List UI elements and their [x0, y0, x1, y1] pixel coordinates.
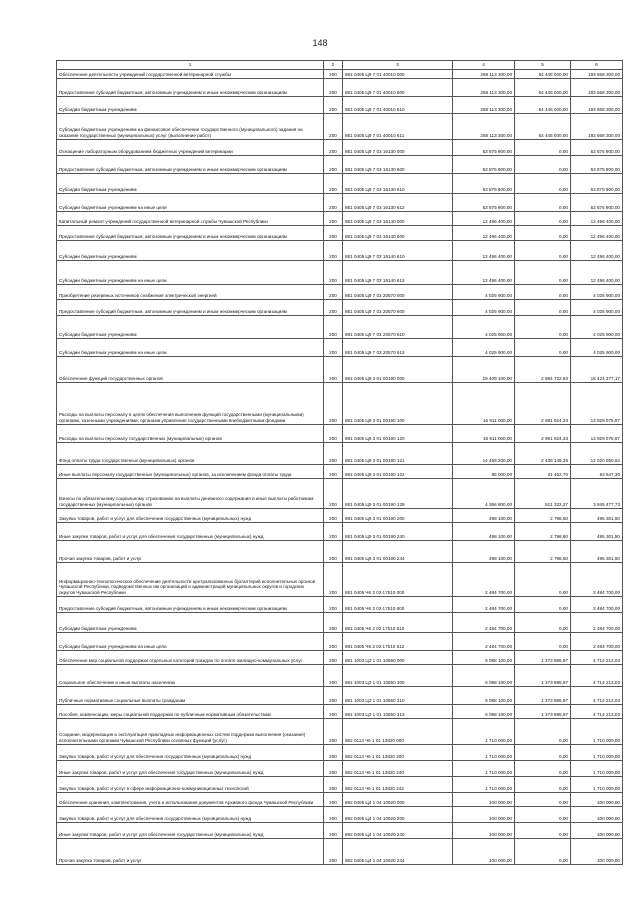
row-unexecuted-amount: 4 025 900,00 [571, 339, 623, 357]
row-unexecuted-amount: 495 301,50 [571, 541, 623, 563]
row-executed-amount: 0,00 [515, 316, 571, 339]
table-row [57, 383, 623, 425]
row-unexecuted-amount: 100 000,00 [571, 793, 623, 807]
row-description: Обеспечение хранения, комплектования, учета и использования документов Архивного фонда Чувашской Республики [57, 793, 324, 807]
row-description: Оснащение лабораторным оборудованием бюджетных учреждений ветеринарии [57, 140, 324, 156]
row-unexecuted-amount: 2 484 700,00 [571, 633, 623, 651]
row-unexecuted-amount: 193 668 300,00 [571, 97, 623, 114]
row-classification: 881 0405 Ц9 7 03 20570 610 [343, 316, 453, 339]
row-description: Приобретение резервных источников снабжения электрической энергией [57, 285, 324, 300]
row-approved-amount: 6 088 100,00 [453, 687, 515, 705]
row-classification: 881 0405 Ц9 7 03 16130 610 [343, 174, 453, 194]
row-classification: 881 0405 Ц9 7 03 20570 600 [343, 300, 453, 316]
row-approved-amount: 100 000,00 [453, 839, 515, 865]
row-executed-amount: 0,00 [515, 633, 571, 651]
row-executed-amount: 0,00 [515, 194, 571, 212]
row-description: Иные выплаты персоналу государственных (муниципальных) органов, за исключением фонда оплаты труда [57, 465, 324, 479]
budget-execution-table [56, 60, 623, 865]
row-code: 200 [324, 597, 343, 613]
row-classification: 881 0405 Ч6 2 02 17510 610 [343, 613, 453, 633]
table-row [57, 613, 623, 633]
row-classification: 882 0405 Ц4 1 04 10920 200 [343, 807, 453, 823]
row-classification: 881 0405 Ц9 7 03 16140 612 [343, 261, 453, 285]
column-header-6: 6 [571, 61, 623, 70]
row-approved-amount: 53 875 900,00 [453, 174, 515, 194]
row-executed-amount: 0,00 [515, 719, 571, 745]
row-code: 200 [324, 665, 343, 687]
table-row [57, 509, 623, 523]
row-description: Информационно-технологическое обеспечение деятельности централизованных бухгалтерий исполнительных органов Чувашской Республики, подведомственных им организаций и администраций муниципальных округов и городских округов Чувашской Республики [57, 563, 324, 597]
row-description: Субсидии бюджетным учреждениям [57, 316, 324, 339]
row-classification: 882 0113 Ч6 1 01 13820 240 [343, 761, 453, 777]
row-approved-amount: 498 100,00 [453, 523, 515, 541]
row-executed-amount: 0,00 [515, 793, 571, 807]
row-approved-amount: 12 496 400,00 [453, 241, 515, 261]
row-classification: 881 0405 Ч6 2 02 17510 000 [343, 563, 453, 597]
table-row [57, 114, 623, 140]
table-row [57, 357, 623, 383]
table-row [57, 665, 623, 687]
row-executed-amount: 2 984 722,83 [515, 357, 571, 383]
row-approved-amount: 100 000,00 [453, 793, 515, 807]
column-header-2: 2 [324, 61, 343, 70]
row-unexecuted-amount: 12 020 050,64 [571, 443, 623, 465]
row-code: 200 [324, 613, 343, 633]
table-row [57, 719, 623, 745]
table-row [57, 563, 623, 597]
row-classification: 881 0405 Ц9 3 01 00190 122 [343, 465, 453, 479]
row-approved-amount: 4 025 900,00 [453, 316, 515, 339]
table-row [57, 479, 623, 509]
row-executed-amount: 0,00 [515, 823, 571, 839]
row-classification: 881 0405 Ц9 7 03 16140 000 [343, 212, 453, 226]
row-executed-amount: 0,00 [515, 777, 571, 793]
column-header-5: 5 [515, 61, 571, 70]
table-row [57, 425, 623, 443]
row-code: 200 [324, 651, 343, 665]
table-row [57, 777, 623, 793]
row-executed-amount: 0,00 [515, 241, 571, 261]
row-code: 200 [324, 793, 343, 807]
row-approved-amount: 2 484 700,00 [453, 613, 515, 633]
row-approved-amount: 2 484 700,00 [453, 563, 515, 597]
row-executed-amount: 0,00 [515, 745, 571, 761]
table-row [57, 761, 623, 777]
row-classification: 881 0405 Ц9 7 01 40010 600 [343, 79, 453, 97]
table-row [57, 705, 623, 719]
row-executed-amount: 0,00 [515, 597, 571, 613]
row-approved-amount: 6 088 100,00 [453, 705, 515, 719]
row-description: Пособия, компенсации, меры социальной поддержки по публичным нормативным обязательствам [57, 705, 324, 719]
row-description: Публичные нормативные социальные выплаты гражданам [57, 687, 324, 705]
table-body [57, 70, 623, 865]
row-approved-amount: 2 484 700,00 [453, 633, 515, 651]
row-description: Закупка товаров, работ и услуг в сфере информационно-коммуникационных технологий [57, 777, 324, 793]
table-row [57, 212, 623, 226]
row-description: Закупка товаров, работ и услуг для обеспечения государственных (муниципальных) нужд [57, 745, 324, 761]
row-approved-amount: 4 366 800,00 [453, 479, 515, 509]
row-unexecuted-amount: 53 875 900,00 [571, 174, 623, 194]
table-row [57, 70, 623, 79]
row-code: 200 [324, 194, 343, 212]
row-description: Предоставление субсидий бюджетным, автономным учреждениям и иным некоммерческим организациям [57, 156, 324, 174]
row-unexecuted-amount: 12 496 400,00 [571, 241, 623, 261]
row-unexecuted-amount: 13 929 075,67 [571, 425, 623, 443]
row-executed-amount: 0,00 [515, 807, 571, 823]
row-approved-amount: 4 025 900,00 [453, 285, 515, 300]
table-row [57, 339, 623, 357]
row-approved-amount: 498 100,00 [453, 509, 515, 523]
row-approved-amount: 498 100,00 [453, 541, 515, 563]
row-code: 200 [324, 633, 343, 651]
row-approved-amount: 53 875 900,00 [453, 194, 515, 212]
table-row [57, 807, 623, 823]
row-unexecuted-amount: 4 714 213,03 [571, 705, 623, 719]
row-classification: 881 0405 Ц9 3 01 00190 244 [343, 541, 453, 563]
row-classification: 881 0405 Ц9 7 03 20570 000 [343, 285, 453, 300]
table-row [57, 541, 623, 563]
row-code: 200 [324, 241, 343, 261]
row-code: 200 [324, 316, 343, 339]
row-code: 200 [324, 745, 343, 761]
row-description: Субсидии бюджетным учреждениям на иные цели [57, 261, 324, 285]
row-classification: 881 0405 Ц9 3 01 00190 240 [343, 523, 453, 541]
row-description: Субсидии бюджетным учреждениям [57, 613, 324, 633]
row-approved-amount: 16 911 000,00 [453, 383, 515, 425]
table-row [57, 174, 623, 194]
row-classification: 881 0405 Ц9 3 01 00190 129 [343, 479, 453, 509]
row-executed-amount: 64 445 000,00 [515, 70, 571, 79]
table-row [57, 285, 623, 300]
row-description: Прочая закупка товаров, работ и услуг [57, 541, 324, 563]
row-classification: 881 0405 Ц9 7 01 40010 000 [343, 70, 453, 79]
row-code: 200 [324, 261, 343, 285]
row-description: Иные закупки товаров, работ и услуг для обеспечения государственных (муниципальных) нужд [57, 523, 324, 541]
row-classification: 881 0405 Ц9 7 01 40010 611 [343, 114, 453, 140]
row-classification: 881 0405 Ц9 3 01 00190 000 [343, 357, 453, 383]
row-description: Расходы на выплаты персоналу государственных (муниципальных) органов [57, 425, 324, 443]
row-unexecuted-amount: 193 668 300,00 [571, 70, 623, 79]
row-code: 200 [324, 425, 343, 443]
row-classification: 881 0405 Ц9 3 01 00190 120 [343, 425, 453, 443]
row-unexecuted-amount: 100 000,00 [571, 807, 623, 823]
row-unexecuted-amount: 495 301,50 [571, 523, 623, 541]
row-executed-amount: 0,00 [515, 761, 571, 777]
row-code: 200 [324, 465, 343, 479]
row-unexecuted-amount: 1 710 000,00 [571, 745, 623, 761]
page-number: 148 [312, 38, 328, 48]
row-code: 200 [324, 97, 343, 114]
row-description: Обеспечение функций государственных органов [57, 357, 324, 383]
row-executed-amount: 1 373 886,97 [515, 705, 571, 719]
row-approved-amount: 100 000,00 [453, 807, 515, 823]
row-unexecuted-amount: 100 000,00 [571, 823, 623, 839]
row-description: Закупка товаров, работ и услуг для обеспечения государственных (муниципальных) нужд [57, 807, 324, 823]
row-approved-amount: 258 113 300,00 [453, 70, 515, 79]
row-executed-amount: 64 445 000,00 [515, 79, 571, 97]
row-description: Создание, модернизация и эксплуатация прикладных информационных систем поддержки выполнения (оказания) исполнительными органами Чувашской Республики основных функций (услуг) [57, 719, 324, 745]
row-unexecuted-amount: 193 668 300,00 [571, 79, 623, 97]
row-classification: 881 0405 Ц9 3 01 00190 121 [343, 443, 453, 465]
row-approved-amount: 53 875 900,00 [453, 140, 515, 156]
row-description: Предоставление субсидий бюджетным, автономным учреждениям и иным некоммерческим организациям [57, 79, 324, 97]
row-approved-amount: 85 000,00 [453, 465, 515, 479]
table-row [57, 793, 623, 807]
row-approved-amount: 1 710 000,00 [453, 719, 515, 745]
table-row [57, 79, 623, 97]
row-unexecuted-amount: 3 845 477,73 [571, 479, 623, 509]
row-classification: 881 1003 Ц3 1 01 10550 300 [343, 665, 453, 687]
row-unexecuted-amount: 13 929 075,67 [571, 383, 623, 425]
row-executed-amount: 0,00 [515, 226, 571, 241]
column-header-4: 4 [453, 61, 515, 70]
row-unexecuted-amount: 2 484 700,00 [571, 563, 623, 597]
row-executed-amount: 0,00 [515, 285, 571, 300]
row-code: 200 [324, 212, 343, 226]
row-executed-amount: 1 373 886,97 [515, 651, 571, 665]
row-approved-amount: 14 459 200,00 [453, 443, 515, 465]
row-classification: 882 0405 Ц4 1 04 10920 244 [343, 839, 453, 865]
row-description: Капитальный ремонт учреждений государственной ветеринарной службы Чувашской Республики [57, 212, 324, 226]
row-approved-amount: 16 911 000,00 [453, 425, 515, 443]
row-executed-amount: 0,00 [515, 839, 571, 865]
row-unexecuted-amount: 4 025 900,00 [571, 285, 623, 300]
row-unexecuted-amount: 53 875 900,00 [571, 156, 623, 174]
row-code: 200 [324, 79, 343, 97]
row-code: 200 [324, 823, 343, 839]
row-classification: 881 0405 Ц9 3 01 00190 100 [343, 383, 453, 425]
row-description: Обеспечение мер социальной поддержки отдельных категорий граждан по оплате жилищно-коммунальных услуг [57, 651, 324, 665]
row-unexecuted-amount: 16 424 377,17 [571, 357, 623, 383]
row-executed-amount: 64 445 000,00 [515, 97, 571, 114]
row-approved-amount: 12 496 400,00 [453, 226, 515, 241]
row-code: 200 [324, 285, 343, 300]
row-description: Обеспечение деятельности учреждений государственной ветеринарной службы [57, 70, 324, 79]
row-description: Субсидии бюджетным учреждениям на иные цели [57, 339, 324, 357]
row-classification: 881 1003 Ц3 1 01 10550 000 [343, 651, 453, 665]
row-code: 200 [324, 777, 343, 793]
table-row [57, 316, 623, 339]
row-approved-amount: 1 710 000,00 [453, 777, 515, 793]
row-classification: 881 0405 Ц9 7 03 16140 610 [343, 241, 453, 261]
row-executed-amount: 0,00 [515, 174, 571, 194]
row-classification: 882 0405 Ц4 1 04 10920 000 [343, 793, 453, 807]
row-description: Расходы на выплаты персоналу в целях обеспечения выполнения функций государственными (муниципальными) органами, казенными учреждениями, органами управления государственными внебюджетными фондами [57, 383, 324, 425]
row-approved-amount: 53 875 900,00 [453, 156, 515, 174]
row-unexecuted-amount: 4 025 900,00 [571, 316, 623, 339]
row-classification: 881 1003 Ц3 1 01 10550 310 [343, 687, 453, 705]
table-row [57, 465, 623, 479]
row-classification: 881 0405 Ц9 7 03 16130 600 [343, 156, 453, 174]
row-executed-amount: 2 439 149,35 [515, 443, 571, 465]
row-unexecuted-amount: 1 710 000,00 [571, 719, 623, 745]
row-approved-amount: 258 113 300,00 [453, 97, 515, 114]
row-executed-amount: 0,00 [515, 563, 571, 597]
row-description: Субсидии бюджетным учреждениям [57, 97, 324, 114]
row-code: 200 [324, 114, 343, 140]
row-classification: 881 0405 Ц9 7 03 16130 000 [343, 140, 453, 156]
row-approved-amount: 4 025 900,00 [453, 300, 515, 316]
table-row [57, 597, 623, 613]
row-code: 200 [324, 687, 343, 705]
row-unexecuted-amount: 1 710 000,00 [571, 777, 623, 793]
table-row [57, 839, 623, 865]
row-approved-amount: 12 496 400,00 [453, 261, 515, 285]
table-row [57, 523, 623, 541]
row-unexecuted-amount: 495 301,50 [571, 509, 623, 523]
row-description: Субсидии бюджетным учреждениям [57, 241, 324, 261]
row-unexecuted-amount: 1 710 000,00 [571, 761, 623, 777]
table-row [57, 300, 623, 316]
row-classification: 882 0113 Ч6 1 01 13820 200 [343, 745, 453, 761]
row-approved-amount: 12 496 400,00 [453, 212, 515, 226]
row-code: 200 [324, 563, 343, 597]
row-unexecuted-amount: 2 484 700,00 [571, 613, 623, 633]
row-classification: 881 0405 Ц9 7 03 16130 612 [343, 194, 453, 212]
table-row [57, 226, 623, 241]
row-executed-amount: 0,00 [515, 212, 571, 226]
table-row [57, 651, 623, 665]
row-classification: 882 0405 Ц4 1 04 10920 240 [343, 823, 453, 839]
row-executed-amount: 0,00 [515, 339, 571, 357]
row-classification: 881 0405 Ц9 3 01 00190 200 [343, 509, 453, 523]
table-row [57, 633, 623, 651]
table-row [57, 194, 623, 212]
row-description: Предоставление субсидий бюджетным, автономным учреждениям и иным некоммерческим организациям [57, 226, 324, 241]
row-unexecuted-amount: 53 875 900,00 [571, 140, 623, 156]
row-classification: 882 0113 Ч6 1 01 13820 000 [343, 719, 453, 745]
row-executed-amount: 1 373 886,97 [515, 665, 571, 687]
row-executed-amount: 0,00 [515, 613, 571, 633]
row-approved-amount: 19 409 100,00 [453, 357, 515, 383]
row-executed-amount: 2 798,50 [515, 523, 571, 541]
row-unexecuted-amount: 4 714 213,03 [571, 651, 623, 665]
row-classification: 881 1003 Ц3 1 01 10550 313 [343, 705, 453, 719]
row-executed-amount: 21 452,70 [515, 465, 571, 479]
row-code: 200 [324, 719, 343, 745]
row-unexecuted-amount: 100 000,00 [571, 839, 623, 865]
table-row [57, 745, 623, 761]
row-unexecuted-amount: 63 547,30 [571, 465, 623, 479]
row-code: 200 [324, 156, 343, 174]
column-header-1: 1 [57, 61, 324, 70]
row-description: Прочая закупка товаров, работ и услуг [57, 839, 324, 865]
row-description: Субсидии бюджетным учреждениям [57, 174, 324, 194]
row-unexecuted-amount: 12 496 400,00 [571, 226, 623, 241]
row-code: 200 [324, 383, 343, 425]
row-description: Предоставление субсидий бюджетным, автономным учреждениям и иным некоммерческим организациям [57, 300, 324, 316]
row-description: Иные закупки товаров, работ и услуг для обеспечения государственных (муниципальных) нужд [57, 823, 324, 839]
table-row [57, 156, 623, 174]
row-code: 200 [324, 226, 343, 241]
row-unexecuted-amount: 4 025 900,00 [571, 300, 623, 316]
row-approved-amount: 4 025 900,00 [453, 339, 515, 357]
row-classification: 881 0405 Ц9 7 03 20570 612 [343, 339, 453, 357]
row-code: 200 [324, 705, 343, 719]
row-executed-amount: 1 373 886,97 [515, 687, 571, 705]
row-executed-amount: 0,00 [515, 140, 571, 156]
row-description: Закупка товаров, работ и услуг для обеспечения государственных (муниципальных) нужд [57, 509, 324, 523]
row-unexecuted-amount: 12 496 400,00 [571, 212, 623, 226]
row-code: 200 [324, 541, 343, 563]
row-code: 200 [324, 339, 343, 357]
row-approved-amount: 1 710 000,00 [453, 745, 515, 761]
row-executed-amount: 521 322,27 [515, 479, 571, 509]
row-code: 200 [324, 300, 343, 316]
row-code: 200 [324, 523, 343, 541]
row-code: 200 [324, 807, 343, 823]
table-row [57, 443, 623, 465]
row-unexecuted-amount: 2 484 700,00 [571, 597, 623, 613]
table-row [57, 823, 623, 839]
row-code: 200 [324, 509, 343, 523]
row-description: Взносы по обязательному социальному страхованию на выплаты денежного содержания и иные выплаты работникам государственных (муниципальных) органов [57, 479, 324, 509]
row-code: 200 [324, 70, 343, 79]
row-executed-amount: 0,00 [515, 156, 571, 174]
row-description: Социальное обеспечение и иные выплаты населению [57, 665, 324, 687]
row-executed-amount: 64 445 000,00 [515, 114, 571, 140]
row-code: 200 [324, 761, 343, 777]
table-row [57, 261, 623, 285]
row-code: 200 [324, 357, 343, 383]
row-code: 200 [324, 443, 343, 465]
row-classification: 881 0405 Ч6 2 02 17510 612 [343, 633, 453, 651]
row-approved-amount: 100 000,00 [453, 823, 515, 839]
row-unexecuted-amount: 53 875 900,00 [571, 194, 623, 212]
row-approved-amount: 6 088 100,00 [453, 665, 515, 687]
row-classification: 881 0405 Ц9 7 01 40010 610 [343, 97, 453, 114]
column-header-3: 3 [343, 61, 453, 70]
row-classification: 882 0113 Ч6 1 01 13820 242 [343, 777, 453, 793]
row-description: Предоставление субсидий бюджетным, автономным учреждениям и иным некоммерческим организациям [57, 597, 324, 613]
row-approved-amount: 258 113 300,00 [453, 79, 515, 97]
row-code: 200 [324, 479, 343, 509]
table-row [57, 97, 623, 114]
row-code: 200 [324, 140, 343, 156]
row-approved-amount: 6 088 100,00 [453, 651, 515, 665]
row-executed-amount: 2 798,50 [515, 541, 571, 563]
row-unexecuted-amount: 4 714 213,03 [571, 665, 623, 687]
table-row [57, 241, 623, 261]
row-description: Субсидии бюджетным учреждениям на иные цели [57, 194, 324, 212]
row-classification: 881 0405 Ч6 2 02 17510 600 [343, 597, 453, 613]
row-approved-amount: 258 113 300,00 [453, 114, 515, 140]
row-approved-amount: 2 484 700,00 [453, 597, 515, 613]
row-description: Субсидии бюджетным учреждениям на финансовое обеспечение государственного (муниципального) задания на оказание государственных (муниципальных) услуг (выполнение работ) [57, 114, 324, 140]
table-row [57, 687, 623, 705]
row-classification: 881 0405 Ц9 7 03 16140 600 [343, 226, 453, 241]
row-unexecuted-amount: 4 714 213,03 [571, 687, 623, 705]
row-executed-amount: 0,00 [515, 300, 571, 316]
row-executed-amount: 2 798,50 [515, 509, 571, 523]
row-executed-amount: 2 981 924,33 [515, 383, 571, 425]
row-code: 200 [324, 174, 343, 194]
table-row [57, 140, 623, 156]
row-unexecuted-amount: 193 668 300,00 [571, 114, 623, 140]
row-unexecuted-amount: 12 496 400,00 [571, 261, 623, 285]
row-description: Иные закупки товаров, работ и услуг для обеспечения государственных (муниципальных) нужд [57, 761, 324, 777]
row-description: Субсидии бюджетным учреждениям на иные цели [57, 633, 324, 651]
row-code: 200 [324, 839, 343, 865]
table-header-row [57, 61, 623, 70]
row-executed-amount: 0,00 [515, 261, 571, 285]
row-approved-amount: 1 710 000,00 [453, 761, 515, 777]
row-executed-amount: 2 981 924,33 [515, 425, 571, 443]
row-description: Фонд оплаты труда государственных (муниципальных) органов [57, 443, 324, 465]
